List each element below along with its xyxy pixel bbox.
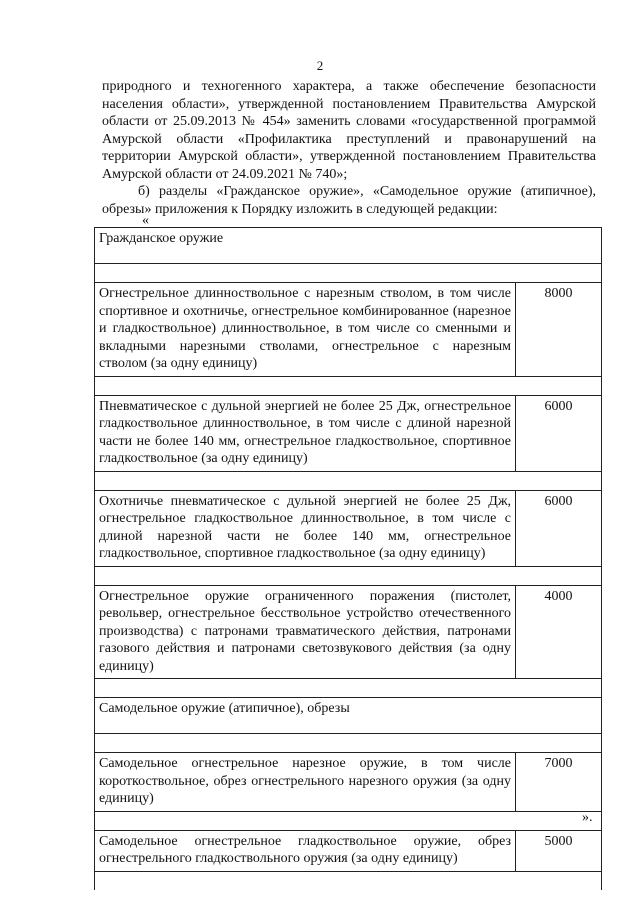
table-row xyxy=(95,490,602,566)
closing-quote-mark: ». xyxy=(582,810,593,825)
table-gap xyxy=(95,871,602,890)
table-gap xyxy=(95,734,602,753)
intro-paragraph-2: б) разделы «Гражданское оружие», «Самодельное оружие (атипичное), обрезы» приложения к Порядку изложить в следующей редакции: xyxy=(102,184,596,217)
table-gap xyxy=(95,811,602,830)
row-description: Пневматическое с дульной энергией не более 25 Дж, огнестрельное гладкоствольное длинноствольное, в том числе с длиной нарезной части не более 140 мм, огнестрельное гладкоствольное, спортивное гладкоствольное (за одну единицу) xyxy=(95,395,516,471)
table-gap xyxy=(95,679,602,698)
table-row xyxy=(95,830,602,871)
row-price: 8000 xyxy=(516,283,602,377)
intro-text xyxy=(102,78,596,218)
table-row xyxy=(95,585,602,679)
row-description: Самодельное огнестрельное нарезное оружие, в том числе короткоствольное, обрез огнестрельного нарезного оружия (за одну единицу) xyxy=(95,753,516,812)
table-row xyxy=(95,753,602,812)
section-title-homemade-weapons: Самодельное оружие (атипичное), обрезы xyxy=(95,698,602,734)
row-price: 7000 xyxy=(516,753,602,812)
row-price: 6000 xyxy=(516,395,602,471)
table-row xyxy=(95,283,602,377)
table-gap xyxy=(95,376,602,395)
page-number: 2 xyxy=(316,58,324,73)
row-description: Самодельное огнестрельное гладкоствольное оружие, обрез огнестрельного гладкоствольного оружия (за одну единицу) xyxy=(95,830,516,871)
row-description: Охотничье пневматическое с дульной энергией не более 25 Дж, огнестрельное гладкоствольное длинноствольное, в том числе с длиной нарезной части не более 140 мм, огнестрельное гладкоствольное, спортивное гладкоствольное (за одну единицу) xyxy=(95,490,516,566)
fee-table xyxy=(94,227,602,890)
section-header-row xyxy=(95,228,602,264)
row-description: Огнестрельное длинноствольное с нарезным стволом, в том числе спортивное и охотничье, огнестрельное комбинированное (нарезное и гладкоствольное) длинноствольное, в том числе со сменными и вкладными нарезными стволами, огнестрельное с нарезным стволом (за одну единицу) xyxy=(95,283,516,377)
row-price: 4000 xyxy=(516,585,602,679)
intro-paragraph-1: природного и техногенного характера, а также обеспечение безопасности населения области», утвержденной постановлением Правительства Амурской области от 25.09.2013 № 454» заменить словами «государственной программой Амурской области «Профилактика преступлений и правонарушений на территории Амурской области», утвержденной постановлением Правительства Амурской области от 24.09.2021 № 740»; xyxy=(102,79,596,182)
table-gap xyxy=(95,264,602,283)
table-gap xyxy=(95,471,602,490)
section-title-civil-weapons: Гражданское оружие xyxy=(95,228,602,264)
table-gap xyxy=(95,566,602,585)
row-description: Огнестрельное оружие ограниченного поражения (пистолет, револьвер, огнестрельное бесствольное устройство отечественного производства) с патронами травматического действия, патронами газового действия и патронами светозвукового действия (за одну единицу) xyxy=(95,585,516,679)
opening-quote-mark: « xyxy=(142,213,149,228)
row-price: 6000 xyxy=(516,490,602,566)
table-row xyxy=(95,395,602,471)
row-price: 5000 xyxy=(516,830,602,871)
section-header-row xyxy=(95,698,602,734)
